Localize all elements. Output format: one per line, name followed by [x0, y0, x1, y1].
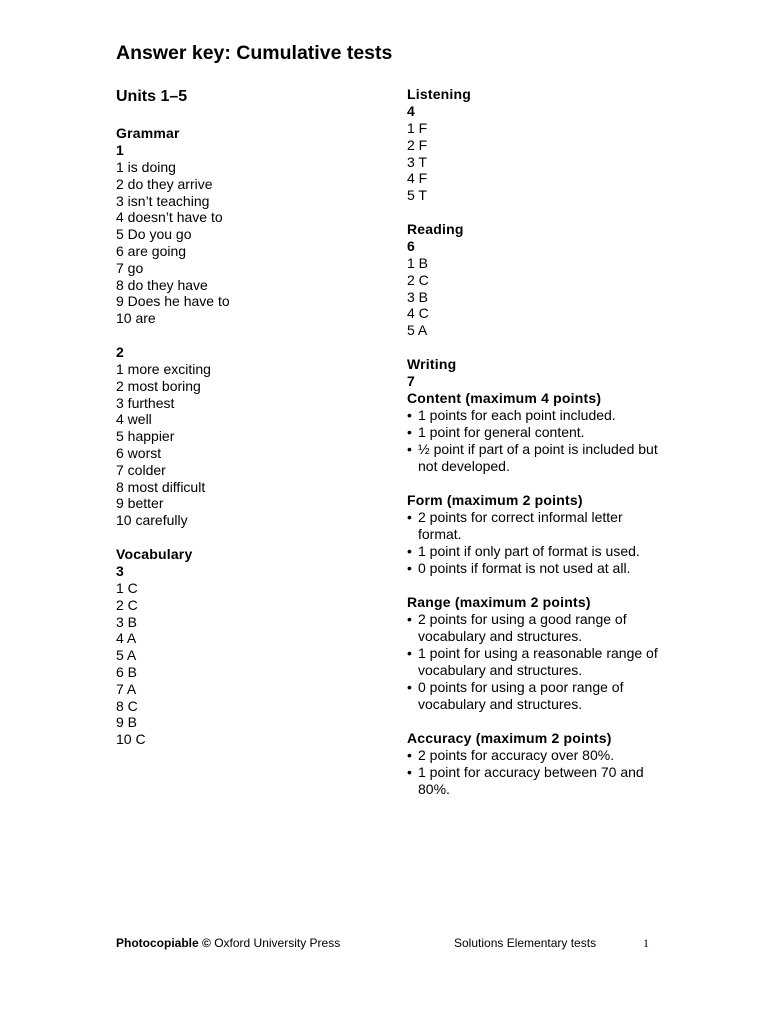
exercise-3-answers — [116, 580, 376, 748]
page-number: 1 — [643, 936, 649, 950]
criteria-text: 1 point for using a reasonable range of vocabulary and structures. — [418, 644, 658, 678]
answer-line: 6 are going — [116, 242, 187, 259]
bullet-icon: • — [407, 746, 412, 763]
range-criteria — [407, 594, 669, 713]
exercise-number: 3 — [116, 562, 124, 579]
reading-section — [407, 221, 669, 339]
answer-line: 1 is doing — [116, 159, 176, 175]
criteria-item — [407, 560, 669, 577]
exercise-number: 1 — [116, 142, 124, 158]
answer-line: 5 Do you go — [116, 226, 192, 243]
answer-line: 8 do they have — [116, 276, 208, 293]
copyright-notice — [116, 935, 340, 951]
criteria-text: 2 points for using a good range of vocabulary and structures. — [418, 610, 627, 644]
criteria-text: 1 points for each point included. — [418, 406, 616, 423]
criteria-item — [407, 441, 669, 475]
answer-line: 8 C — [116, 697, 138, 714]
exercise-1-answers — [116, 159, 376, 327]
photocopiable-label: Photocopiable © — [116, 936, 211, 950]
answer-line: 2 F — [407, 136, 428, 153]
bullet-icon: • — [407, 406, 412, 423]
exercise-number: 2 — [116, 343, 124, 360]
answer-line: 5 A — [116, 647, 137, 664]
answer-line: 2 C — [116, 596, 138, 613]
bullet-icon: • — [407, 644, 412, 661]
answer-line: 3 B — [407, 288, 429, 305]
answer-line: 6 B — [116, 663, 138, 680]
listening-section — [407, 86, 669, 204]
answer-line: 4 well — [116, 411, 152, 428]
exercise-number: 6 — [407, 237, 415, 254]
answer-line: 1 B — [407, 254, 429, 271]
writing-heading: Writing — [407, 355, 457, 372]
exercise-number: 4 — [407, 103, 415, 119]
right-column — [407, 86, 669, 815]
criteria-item — [407, 679, 669, 713]
criteria-text: 1 point for general content. — [418, 423, 585, 440]
answer-line: 4 A — [116, 630, 137, 647]
exercise-number: 7 — [407, 372, 415, 389]
criteria-item — [407, 407, 669, 424]
criteria-item — [407, 424, 669, 441]
answer-line: 10 carefully — [116, 512, 188, 529]
answer-line: 9 better — [116, 495, 164, 512]
listening-heading: Listening — [407, 86, 472, 102]
criteria-item — [407, 611, 669, 645]
criteria-text: 1 point if only part of format is used. — [418, 542, 640, 559]
form-criteria — [407, 492, 669, 577]
answer-line: 1 C — [116, 579, 138, 596]
form-heading: Form (maximum 2 points) — [407, 491, 583, 508]
bullet-icon: • — [407, 559, 412, 576]
criteria-text: 2 points for correct informal letter format. — [418, 508, 623, 542]
writing-section — [407, 356, 669, 798]
bullet-icon: • — [407, 542, 412, 559]
answer-line: 7 colder — [116, 461, 166, 478]
criteria-item — [407, 543, 669, 560]
answer-line: 5 A — [407, 322, 428, 339]
page-title: Answer key: Cumulative tests — [116, 42, 393, 64]
answer-line: 4 F — [407, 170, 428, 187]
answer-line: 10 C — [116, 731, 146, 748]
answer-line: 9 Does he have to — [116, 293, 230, 310]
answer-line: 3 furthest — [116, 394, 175, 411]
publisher-name: Oxford University Press — [210, 936, 341, 950]
answer-line: 3 isn’t teaching — [116, 192, 210, 209]
grammar-section — [116, 125, 376, 327]
accuracy-criteria — [407, 730, 669, 798]
answer-line: 1 F — [407, 120, 428, 136]
answer-line: 1 more exciting — [116, 360, 211, 377]
answer-line: 2 C — [407, 271, 429, 288]
bullet-icon: • — [407, 678, 412, 695]
reading-heading: Reading — [407, 220, 464, 237]
answer-line: 7 A — [116, 680, 137, 697]
criteria-item — [407, 747, 669, 764]
series-title: Solutions Elementary tests — [454, 936, 597, 950]
answer-line: 8 most difficult — [116, 478, 206, 495]
grammar-exercise-2 — [116, 344, 376, 529]
answer-line: 3 T — [407, 153, 427, 170]
bullet-icon: • — [407, 763, 412, 780]
criteria-item — [407, 509, 669, 543]
answer-line: 3 B — [116, 613, 138, 630]
grammar-heading: Grammar — [116, 125, 180, 141]
bullet-icon: • — [407, 610, 412, 627]
answer-line: 10 are — [116, 310, 156, 327]
answer-line: 4 C — [407, 305, 429, 322]
vocabulary-section — [116, 546, 376, 748]
criteria-item — [407, 764, 669, 798]
answer-line: 6 worst — [116, 444, 162, 461]
bullet-icon: • — [407, 423, 412, 440]
left-column — [116, 86, 376, 765]
range-heading: Range (maximum 2 points) — [407, 593, 591, 610]
exercise-2-answers — [116, 361, 376, 529]
criteria-text: 1 point for accuracy between 70 and 80%. — [418, 763, 644, 797]
answer-line: 5 T — [407, 187, 427, 204]
answer-line: 7 go — [116, 259, 144, 276]
answer-line: 2 most boring — [116, 377, 201, 394]
bullet-icon: • — [407, 440, 412, 457]
answer-line: 9 B — [116, 714, 138, 731]
answer-line: 2 do they arrive — [116, 175, 213, 192]
answer-line: 4 doesn’t have to — [116, 209, 223, 226]
criteria-text: ½ point if part of a point is included but not developed. — [418, 440, 658, 474]
answer-line: 5 happier — [116, 428, 175, 445]
vocabulary-heading: Vocabulary — [116, 545, 193, 562]
criteria-item — [407, 645, 669, 679]
criteria-text: 2 points for accuracy over 80%. — [418, 746, 615, 763]
unit-title: Units 1–5 — [116, 88, 188, 105]
accuracy-heading: Accuracy (maximum 2 points) — [407, 729, 612, 746]
bullet-icon: • — [407, 508, 412, 525]
page-footer — [116, 935, 656, 951]
content-criteria — [407, 390, 669, 475]
content-heading: Content (maximum 4 points) — [407, 389, 602, 406]
criteria-text: 0 points for using a poor range of vocabulary and structures. — [418, 678, 624, 712]
criteria-text: 0 points if format is not used at all. — [418, 559, 631, 576]
